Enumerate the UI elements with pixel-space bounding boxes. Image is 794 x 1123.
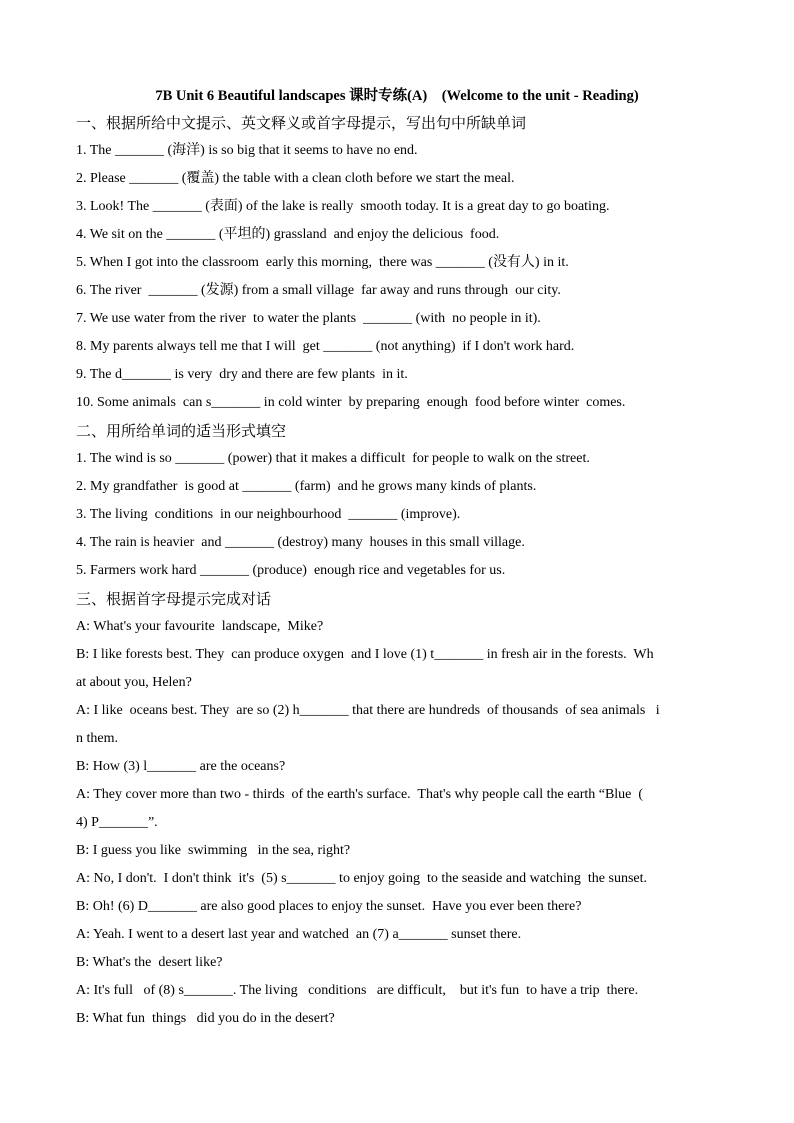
section-1-item: 2. Please _______ (覆盖) the table with a clean cloth before we start the meal. <box>76 171 515 186</box>
dialogue-line: A: I like oceans best. They are so (2) h_______ that there are hundreds of thousands of sea animals i <box>76 703 660 718</box>
section-2-item: 5. Farmers work hard _______ (produce) enough rice and vegetables for us. <box>76 563 506 578</box>
section-1-item: 7. We use water from the river to water the plants _______ (with no people in it). <box>76 311 541 326</box>
section-2-item: 4. The rain is heavier and _______ (destroy) many houses in this small village. <box>76 535 525 550</box>
section-1-item: 9. The d_______ is very dry and there are few plants in it. <box>76 367 408 382</box>
dialogue-line: B: I like forests best. They can produce oxygen and I love (1) t_______ in fresh air in the forests. Wh <box>76 647 654 662</box>
section-1-heading: 一、根据所给中文提示、英文释义或首字母提示，写出句中所缺单词 <box>76 114 527 132</box>
dialogue-line: B: Oh! (6) D_______ are also good places to enjoy the sunset. Have you ever been there? <box>76 899 582 914</box>
section-1-item: 6. The river _______ (发源) from a small village far away and runs through our city. <box>76 283 561 298</box>
dialogue-line: B: I guess you like swimming in the sea, right? <box>76 843 351 858</box>
section-1-item: 1. The _______ (海洋) is so big that it seems to have no end. <box>76 143 418 158</box>
dialogue-line: B: How (3) l_______ are the oceans? <box>76 759 286 774</box>
section-1-item: 10. Some animals can s_______ in cold winter by preparing enough food before winter comes. <box>76 395 626 410</box>
worksheet-body <box>76 109 721 1033</box>
section-1-item: 8. My parents always tell me that I will get _______ (not anything) if I don't work hard. <box>76 339 575 354</box>
section-2-item: 2. My grandfather is good at _______ (farm) and he grows many kinds of plants. <box>76 479 537 494</box>
worksheet-title: 7B Unit 6 Beautiful landscapes 课时专练(A) (Welcome to the unit - Reading) <box>155 88 639 104</box>
section-3-heading: 三、根据首字母提示完成对话 <box>76 590 272 608</box>
dialogue-line: 4) P_______”. <box>76 815 158 830</box>
section-1-item: 5. When I got into the classroom early this morning, there was _______ (没有人) in it. <box>76 255 569 270</box>
dialogue-line: A: Yeah. I went to a desert last year and watched an (7) a_______ sunset there. <box>76 927 522 942</box>
dialogue-line: A: They cover more than two - thirds of the earth's surface. That's why people call the earth “Blue ( <box>76 787 644 802</box>
section-2-item: 1. The wind is so _______ (power) that it makes a difficult for people to walk on the street. <box>76 451 590 466</box>
dialogue-line: A: No, I don't. I don't think it's (5) s_______ to enjoy going to the seaside and watching the sunset. <box>76 871 647 886</box>
section-1-item: 3. Look! The _______ (表面) of the lake is really smooth today. It is a great day to go boating. <box>76 199 610 214</box>
dialogue-line: at about you, Helen? <box>76 675 192 690</box>
dialogue-line: A: What's your favourite landscape, Mike? <box>76 619 324 634</box>
section-2-heading: 二、用所给单词的适当形式填空 <box>76 422 287 440</box>
section-1-item: 4. We sit on the _______ (平坦的) grassland and enjoy the delicious food. <box>76 227 500 242</box>
dialogue-line: A: It's full of (8) s_______. The living conditions are difficult, but it's fun to have a trip there. <box>76 983 639 998</box>
dialogue-line: B: What's the desert like? <box>76 955 223 970</box>
dialogue-line: B: What fun things did you do in the desert? <box>76 1011 335 1026</box>
section-2-item: 3. The living conditions in our neighbourhood _______ (improve). <box>76 507 461 522</box>
dialogue-line: n them. <box>76 731 118 746</box>
